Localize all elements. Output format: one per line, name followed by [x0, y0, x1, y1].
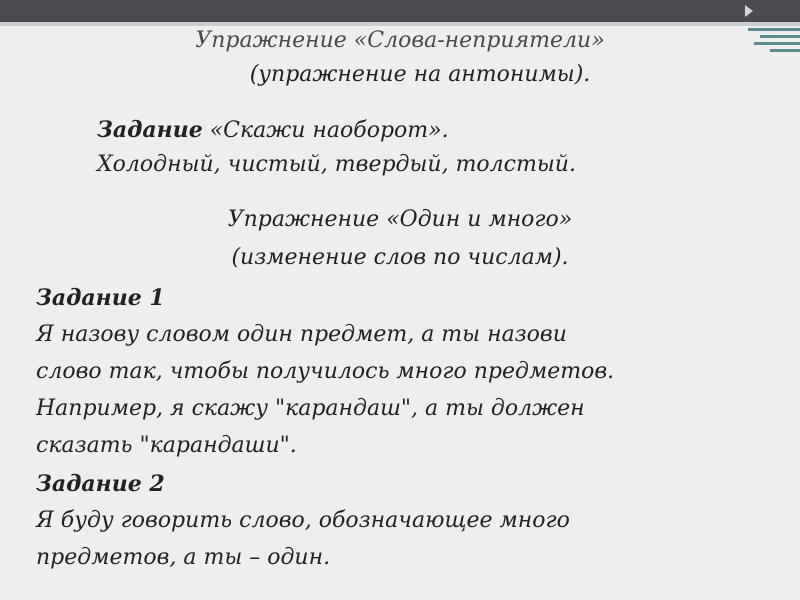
- exercise1-task-label: Задание: [97, 117, 203, 143]
- task1-line: Например, я скажу "карандаш", а ты должен: [36, 396, 585, 421]
- play-arrow-icon: [745, 5, 753, 17]
- exercise1-title-line1: Упражнение «Слова-неприятели»: [195, 28, 605, 53]
- slide-header-bar: [0, 0, 800, 22]
- exercise2-title-line2: (изменение слов по числам).: [231, 245, 569, 270]
- exercise2-title-line1: Упражнение «Один и много»: [227, 207, 573, 232]
- exercise1-task-text: «Скажи наоборот».: [202, 118, 449, 143]
- exercise1-words: Холодный, чистый, твердый, толстый.: [97, 152, 576, 177]
- task1-line: слово так, чтобы получилось много предметов.: [36, 359, 615, 384]
- task2-line: Я буду говорить слово, обозначающее много: [36, 508, 570, 533]
- task2-line: предметов, а ты – один.: [36, 545, 331, 570]
- task2-label: Задание 2: [36, 471, 165, 497]
- task1-label: Задание 1: [36, 285, 165, 311]
- task1-line: сказать "карандаши".: [36, 433, 297, 458]
- exercise1-task: [97, 115, 449, 146]
- exercise1-title-line2: (упражнение на антонимы).: [249, 62, 591, 87]
- task1-line: Я назову словом один предмет, а ты назови: [36, 322, 567, 347]
